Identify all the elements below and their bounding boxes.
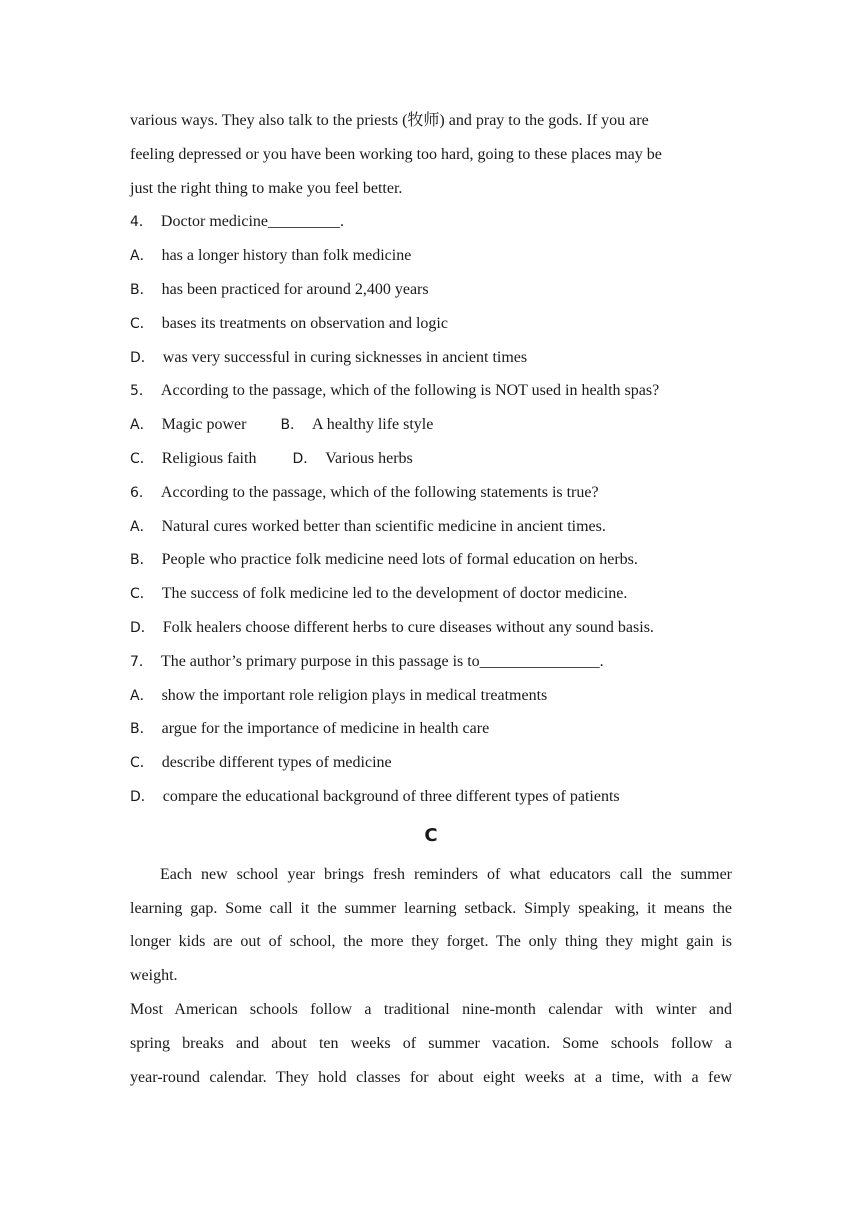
option-label: D． xyxy=(130,788,155,805)
question-4-stem xyxy=(130,205,732,239)
option-text: compare the educational background of three different types of patients xyxy=(162,787,620,805)
question-4-option-b xyxy=(130,273,732,307)
option-label: D． xyxy=(292,450,318,467)
paragraph-line: learning gap. Some call it the summer learning setback. Simply speaking, it means the xyxy=(130,899,732,917)
passage-line: feeling depressed or you have been working too hard, going to these places may be xyxy=(130,145,662,163)
paragraph-line: Most American schools follow a traditional nine-month calendar with winter and xyxy=(130,1000,732,1018)
option-text: Folk healers choose different herbs to cure diseases without any sound basis. xyxy=(162,618,654,636)
option-text: A healthy life style xyxy=(312,416,434,434)
option-label: C． xyxy=(130,755,154,772)
question-5-options-cd xyxy=(130,442,732,476)
paragraph-line: spring breaks and about ten weeks of summer vacation. Some schools follow a xyxy=(130,1034,732,1052)
question-6-option-b xyxy=(130,543,732,577)
question-6-option-a xyxy=(130,510,732,544)
question-text: Doctor medicine_________. xyxy=(160,213,344,231)
question-6-option-c xyxy=(130,577,732,611)
question-4-option-d xyxy=(130,341,732,375)
question-6-option-d xyxy=(130,611,732,645)
question-7-option-d xyxy=(130,780,732,814)
paragraph-line: Each new school year brings fresh reminders of what educators call the summer xyxy=(160,865,732,883)
question-text: According to the passage, which of the following is NOT used in health spas? xyxy=(160,382,660,400)
option-text: has a longer history than folk medicine xyxy=(161,247,412,265)
option-label: C． xyxy=(130,586,154,603)
paragraph-line: longer kids are out of school, the more they forget. The only thing they might gain is xyxy=(130,933,732,951)
question-7-option-b xyxy=(130,712,732,746)
question-number: 6． xyxy=(130,484,153,501)
option-text: People who practice folk medicine need lots of formal education on herbs. xyxy=(161,551,638,569)
option-text: was very successful in curing sicknesses in ancient times xyxy=(162,348,528,366)
question-4-option-c xyxy=(130,307,732,341)
option-text: Various herbs xyxy=(325,449,413,467)
question-4-option-a xyxy=(130,239,732,273)
document-page xyxy=(130,104,732,1094)
option-text: The success of folk medicine led to the development of doctor medicine. xyxy=(161,585,628,603)
question-number: 7． xyxy=(130,653,153,670)
question-6-stem xyxy=(130,476,732,510)
option-label: B． xyxy=(130,721,154,738)
passage-line: various ways. They also talk to the priests (牧师) and pray to the gods. If you are xyxy=(130,112,649,129)
option-label: C． xyxy=(130,315,154,332)
passage-line: just the right thing to make you feel better. xyxy=(130,179,403,197)
option-label: B． xyxy=(280,417,305,434)
paragraph-line: year-round calendar. They hold classes for about eight weeks at a time, with a few xyxy=(130,1068,732,1086)
paragraph-line: weight. xyxy=(130,967,178,985)
option-label: A． xyxy=(130,417,154,434)
section-heading: C xyxy=(424,824,438,846)
question-7-stem xyxy=(130,645,732,679)
question-number: 4． xyxy=(130,214,153,231)
question-number: 5． xyxy=(130,383,153,400)
option-label: B． xyxy=(130,281,154,298)
option-text: bases its treatments on observation and logic xyxy=(161,314,448,332)
option-text: Natural cures worked better than scientific medicine in ancient times. xyxy=(161,517,606,535)
question-7-option-a xyxy=(130,679,732,713)
question-text: The author’s primary purpose in this passage is to_______________. xyxy=(160,652,604,670)
option-label: D． xyxy=(130,619,155,636)
option-label: A． xyxy=(130,248,154,265)
option-text: Religious faith xyxy=(161,449,257,467)
question-7-option-c xyxy=(130,746,732,780)
question-5-options-ab xyxy=(130,408,732,442)
option-text: describe different types of medicine xyxy=(161,754,392,772)
question-text: According to the passage, which of the following statements is true? xyxy=(160,483,599,501)
option-label: C． xyxy=(130,450,154,467)
option-label: B． xyxy=(130,552,154,569)
option-text: Magic power xyxy=(161,416,247,434)
option-text: argue for the importance of medicine in health care xyxy=(161,720,490,738)
option-label: A． xyxy=(130,687,154,704)
option-label: A． xyxy=(130,518,154,535)
option-text: has been practiced for around 2,400 years xyxy=(161,280,429,298)
option-label: D． xyxy=(130,349,155,366)
question-5-stem xyxy=(130,374,732,408)
option-text: show the important role religion plays in medical treatments xyxy=(161,686,548,704)
